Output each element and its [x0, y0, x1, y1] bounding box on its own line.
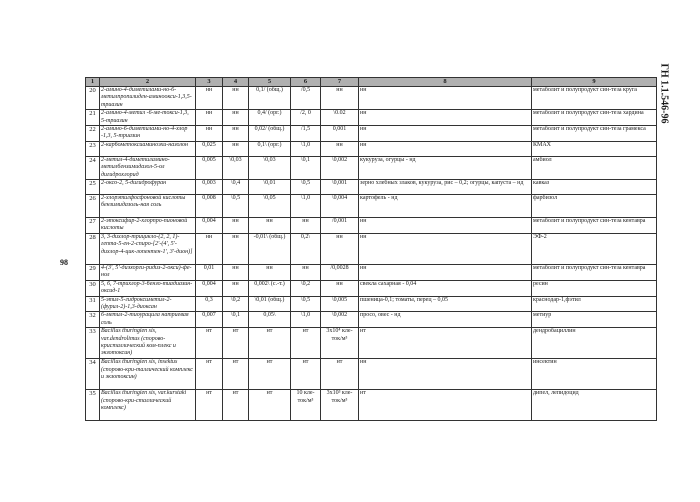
- cell-c4: нн: [223, 233, 249, 264]
- cell-c7: \0,002: [321, 312, 359, 328]
- cell-c4: \0,4: [223, 180, 249, 195]
- cell-c3: 0,004: [196, 218, 223, 234]
- cell-c5: нт: [249, 328, 291, 359]
- page-number: 98: [60, 258, 68, 267]
- cell-c3: 0,004: [196, 280, 223, 296]
- cell-c4: нн: [223, 87, 249, 110]
- cell-c8: нн: [359, 87, 532, 110]
- cell-c5: \0,01 (общ.): [249, 296, 291, 312]
- cell-name: 2-амино-6-диметилами-но-4-хлор -1,3, 5-триазин: [100, 126, 196, 142]
- cell-c4: нн: [223, 110, 249, 126]
- cell-c3: нн: [196, 87, 223, 110]
- cell-c8: нн: [359, 218, 532, 234]
- cell-c4: нт: [223, 359, 249, 390]
- cell-c7: \0,005: [321, 296, 359, 312]
- cell-c9: ресин: [532, 280, 657, 296]
- cell-c8: свекла сахарная - 0,04: [359, 280, 532, 296]
- cell-c6: /2, 0: [291, 110, 321, 126]
- cell-name: 4-(3', 5'-диэхорги-ридиз-2-окси)-фе-нол: [100, 264, 196, 280]
- cell-n: 20: [86, 87, 100, 110]
- table-row: [86, 180, 657, 195]
- hygiene-standards-table: [85, 77, 657, 421]
- cell-n: 26: [86, 195, 100, 218]
- cell-c9: метаболит и полупродукт син-теза кентавра: [532, 264, 657, 280]
- column-header-4: 4: [223, 78, 249, 87]
- cell-name: Bacillus thuringien sis, var.dendrolimus (спорово-кристаллический ком-плекс и экзотоксин): [100, 328, 196, 359]
- cell-c7: нн: [321, 141, 359, 156]
- cell-c8: нн: [359, 141, 532, 156]
- table-row: [86, 359, 657, 390]
- cell-c6: /1,5: [291, 126, 321, 142]
- cell-c6: \1,0: [291, 312, 321, 328]
- cell-name: 2-амино-4-метил -6-ме-токси-1,3, 5-триазин: [100, 110, 196, 126]
- cell-c7: нн: [321, 87, 359, 110]
- cell-c5: нт: [249, 390, 291, 421]
- column-header-7: 7: [321, 78, 359, 87]
- column-header-3: 3: [196, 78, 223, 87]
- cell-c9: метаболит и полупродукт син-теза грамекса: [532, 126, 657, 142]
- cell-c9: кавказ: [532, 180, 657, 195]
- table-row: [86, 264, 657, 280]
- cell-name: 2-этоксифир-2-хлорпро-пионовой кислоты: [100, 218, 196, 234]
- cell-c9: дендробациллин: [532, 328, 657, 359]
- column-header-6: 6: [291, 78, 321, 87]
- cell-c4: нн: [223, 280, 249, 296]
- cell-n: 22: [86, 126, 100, 142]
- cell-c8: пшеница-0,1; томаты, перец – 0,05: [359, 296, 532, 312]
- cell-c5: нн: [249, 218, 291, 234]
- table-row: [86, 141, 657, 156]
- cell-c7: нн: [321, 280, 359, 296]
- cell-c9: метаболит и полупродукт син-теза хардина: [532, 110, 657, 126]
- cell-c9: метаболит и полупродукт син-теза круга: [532, 87, 657, 110]
- cell-c5: нн: [249, 264, 291, 280]
- cell-c4: нт: [223, 328, 249, 359]
- cell-c9: краснодар-1,фэтил: [532, 296, 657, 312]
- table-row: [86, 110, 657, 126]
- cell-c6: нт: [291, 328, 321, 359]
- cell-c6: 0,2\: [291, 233, 321, 264]
- cell-c4: \0,03: [223, 156, 249, 179]
- cell-c4: \0,2: [223, 296, 249, 312]
- cell-c9: метиур: [532, 312, 657, 328]
- cell-c6: нн: [291, 264, 321, 280]
- column-header-8: 8: [359, 78, 532, 87]
- cell-c6: \0,5: [291, 296, 321, 312]
- cell-name: Bacillus thuringien sis, var.kurstaki (спорово-кри-сталлический комплекс): [100, 390, 196, 421]
- cell-name: 2-хлорэтилфосфоновой кислоты бензимидазоль-ная соль: [100, 195, 196, 218]
- cell-c6: 10 кле-ток/м³: [291, 390, 321, 421]
- cell-c5: 0,05\: [249, 312, 291, 328]
- cell-n: 33: [86, 328, 100, 359]
- table-row: [86, 280, 657, 296]
- cell-c8: нн: [359, 359, 532, 390]
- table-row: [86, 312, 657, 328]
- cell-c5: 0,4/ (орг.): [249, 110, 291, 126]
- cell-c5: нт: [249, 359, 291, 390]
- table-row: [86, 87, 657, 110]
- table-row: [86, 156, 657, 179]
- cell-c9: амбиол: [532, 156, 657, 179]
- cell-c6: нт: [291, 359, 321, 390]
- cell-c5: \0,01: [249, 180, 291, 195]
- cell-c3: нн: [196, 233, 223, 264]
- cell-n: 28: [86, 233, 100, 264]
- column-header-5: 5: [249, 78, 291, 87]
- cell-c7: нн: [321, 233, 359, 264]
- column-header-1: 1: [86, 78, 100, 87]
- cell-c8: нн: [359, 264, 532, 280]
- cell-c6: \0,2: [291, 280, 321, 296]
- cell-c7: \0,001: [321, 180, 359, 195]
- cell-c3: 0,025: [196, 141, 223, 156]
- cell-n: 25: [86, 180, 100, 195]
- cell-c9: ЭФ-2: [532, 233, 657, 264]
- cell-c8: нт: [359, 390, 532, 421]
- cell-c9: КМАХ: [532, 141, 657, 156]
- cell-c6: \1,0: [291, 195, 321, 218]
- cell-c8: нн: [359, 110, 532, 126]
- cell-name: 2-амино-4-диметилами-но-6-метилпропилиден-аминоокси-1,3,5-триазин: [100, 87, 196, 110]
- cell-n: 34: [86, 359, 100, 390]
- cell-c7: 3х10³ кле-ток/м³: [321, 390, 359, 421]
- cell-n: 27: [86, 218, 100, 234]
- cell-c3: 0,005: [196, 156, 223, 179]
- table-row: [86, 328, 657, 359]
- cell-name: 5, 6, 7-трихлор-3-бензо-тиадиазин-оксид-1: [100, 280, 196, 296]
- table-row: [86, 390, 657, 421]
- cell-name: 2-метил-4-диметиламино-метилбензимидазол-5-ол дигидрохлорид: [100, 156, 196, 179]
- table-row: [86, 126, 657, 142]
- table-row: [86, 195, 657, 218]
- cell-name: 2-карбометоксиаминоэхи-назолон: [100, 141, 196, 156]
- cell-c4: нн: [223, 141, 249, 156]
- cell-c6: нн: [291, 218, 321, 234]
- cell-c5: \0,03: [249, 156, 291, 179]
- cell-c3: нн: [196, 126, 223, 142]
- cell-c5: 0,1\ (орг.): [249, 141, 291, 156]
- cell-c4: нн: [223, 126, 249, 142]
- cell-name: 6-метил-2-тиоурацила натриевая соль: [100, 312, 196, 328]
- cell-c7: \0.02: [321, 110, 359, 126]
- cell-c9: инсектин: [532, 359, 657, 390]
- cell-c9: метаболит и полупродукт син-теза кентавра: [532, 218, 657, 234]
- cell-c3: нт: [196, 328, 223, 359]
- cell-c7: \0,004: [321, 195, 359, 218]
- cell-c7: нт: [321, 359, 359, 390]
- table-row: [86, 233, 657, 264]
- cell-c8: зерно хлебных злаков, кукуруза, рис – 0,2; огурцы, капуста – нд: [359, 180, 532, 195]
- cell-c8: нн: [359, 126, 532, 142]
- cell-c4: \0,1: [223, 312, 249, 328]
- cell-n: 31: [86, 296, 100, 312]
- cell-n: 23: [86, 141, 100, 156]
- cell-c8: нн: [359, 233, 532, 264]
- cell-c4: \0,5: [223, 195, 249, 218]
- cell-c7: 0,001: [321, 126, 359, 142]
- cell-c3: 0,3: [196, 296, 223, 312]
- cell-c5: \0,05: [249, 195, 291, 218]
- cell-n: 32: [86, 312, 100, 328]
- cell-c8: нт: [359, 328, 532, 359]
- cell-c9: фарбизол: [532, 195, 657, 218]
- table-row: [86, 296, 657, 312]
- cell-c3: 0,007: [196, 312, 223, 328]
- cell-n: 21: [86, 110, 100, 126]
- cell-c9: дипел, лепидоцид: [532, 390, 657, 421]
- cell-name: 2-оксо-2, 5-дигидрофуран: [100, 180, 196, 195]
- cell-c6: /0,5: [291, 87, 321, 110]
- cell-c7: /0,0028: [321, 264, 359, 280]
- cell-c5: 0,1/ (общ.): [249, 87, 291, 110]
- cell-c4: нн: [223, 218, 249, 234]
- cell-c6: \0,1: [291, 156, 321, 179]
- cell-c3: 0,008: [196, 195, 223, 218]
- cell-c4: нт: [223, 390, 249, 421]
- cell-n: 30: [86, 280, 100, 296]
- cell-c3: нн: [196, 110, 223, 126]
- cell-c3: нт: [196, 359, 223, 390]
- cell-c8: просо, овес - нд: [359, 312, 532, 328]
- cell-c8: картофель - нд: [359, 195, 532, 218]
- column-header-9: 9: [532, 78, 657, 87]
- cell-c7: 3х10⁴ кле-ток/м³: [321, 328, 359, 359]
- cell-name: 3, 3-дихлор-трицикло-(2, 2, 1)-гепта-5-ен-2-спиро-[2'-(4', 5'-дихлор-4-цик-лопентен-1', 3'-дион)]: [100, 233, 196, 264]
- cell-c7: /0,001: [321, 218, 359, 234]
- cell-c6: \1,0: [291, 141, 321, 156]
- cell-c3: 0,01: [196, 264, 223, 280]
- cell-c6: \0,5: [291, 180, 321, 195]
- cell-c5: 0,002\ (с.-т.): [249, 280, 291, 296]
- cell-c8: кукуруза, огурцы - нд: [359, 156, 532, 179]
- cell-c5: -0,01\ (общ.): [249, 233, 291, 264]
- cell-n: 24: [86, 156, 100, 179]
- cell-c4: нн: [223, 264, 249, 280]
- cell-c7: \0,002: [321, 156, 359, 179]
- table-header-row: [86, 78, 657, 87]
- cell-name: 5-этил-5-гидроксиметил-2-(фурил-2)-1,3-диоксан: [100, 296, 196, 312]
- cell-n: 35: [86, 390, 100, 421]
- cell-n: 29: [86, 264, 100, 280]
- cell-c3: нт: [196, 390, 223, 421]
- cell-c3: 0,003: [196, 180, 223, 195]
- document-code: ГН 1.1.546-96: [658, 63, 670, 124]
- cell-name: Bacillus thuringien sis, insektus (спорово-кри-таллический комплекс и экзотоксин): [100, 359, 196, 390]
- table-row: [86, 218, 657, 234]
- column-header-2: 2: [100, 78, 196, 87]
- cell-c5: 0,02/ (общ.): [249, 126, 291, 142]
